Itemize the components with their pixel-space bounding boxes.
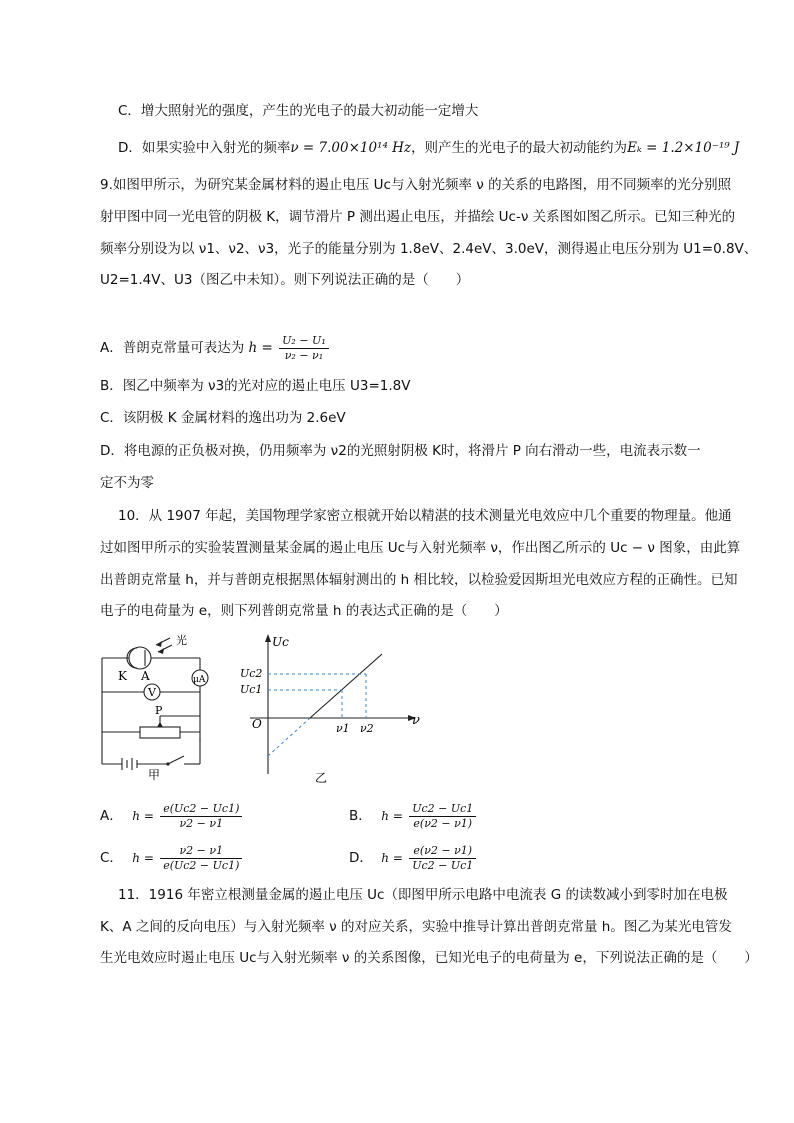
q8-option-d-frequency: ν = 7.00×10¹⁴ Hz [290,140,412,156]
q11-stem-line2: K、A 之间的反向电压）与入射光频率 ν 的对应关系，实验中推导计算出普朗克常量 h。图乙为某光电管发 [100,919,732,935]
q9-option-a-numerator: U₂ − U₁ [279,334,329,349]
q9-option-d-line1: D．将电源的正负极对换，仍用频率为 ν2的光照射阴极 K时，将滑片 P 向右滑动一些，电流表示数一 [100,443,701,459]
line-extension [268,718,310,756]
q10-option-c-denominator: e(Uc2 − Uc1) [163,858,240,872]
fig-jia-v-label: V [148,686,156,699]
q10-option-b-lhs: h = [381,809,403,823]
q10-option-b-fraction [409,802,476,831]
q10-option-a-denominator: ν2 − ν1 [179,816,224,830]
fig-yi-uc1-label: Uc1 [240,683,263,696]
fig-yi-nu2-label: ν2 [360,722,374,735]
q9-option-a-denominator: ν₂ − ν₁ [284,348,324,362]
fig-jia-k-label: K [118,669,127,683]
q9-stem-line4: U2=1.4V、U3（图乙中未知）。则下列说法正确的是（ ） [100,272,470,288]
fig-yi-origin-label: O [252,717,262,731]
q8-option-d-energy: Eₖ = 1.2×10⁻¹⁹ J [627,140,740,156]
q9-option-a-lhs: h = [248,340,273,356]
q10-option-c-lhs: h = [132,851,154,865]
q8-option-c: C．增大照射光的强度，产生的光电子的最大初动能一定增大 [118,103,479,119]
q9-stem-line3: 频率分别设为以 ν1、ν2、ν3，光子的能量分别为 1.8eV、2.4eV、3.0eV，测得遏止电压分别为 U1=0.8V、 [100,241,758,257]
fig-yi-x-label: ν [412,713,420,728]
q8-option-d-mid: ，则产生的光电子的最大初动能约为 [411,140,628,156]
q10-option-d-lhs: h = [381,851,403,865]
q9-option-a [100,331,331,365]
fig-jia-a-label: A [141,669,150,683]
q9-option-a-fraction [279,334,329,363]
q10-option-c-fraction [160,844,242,873]
fig-yi-caption: 乙 [315,771,328,785]
q9-option-b: B．图乙中频率为 ν3的光对应的遏止电压 U3=1.8V [100,378,411,394]
q9-stem-line2: 射甲图中同一光电管的阴极 K，调节滑片 P 测出遏止电压，并描绘 Uc-ν 关系图如图乙所示。已知三种光的 [100,209,736,225]
fig-yi-uc2-label: Uc2 [240,667,263,680]
q10-stem-line1: 10．从 1907 年起，美国物理学家密立根就开始以精湛的技术测量光电效应中几个重要的物理量。他通 [118,508,732,524]
q10-option-d-label: D． [349,850,373,866]
q9-option-a-text: A．普朗克常量可表达为 [100,340,245,356]
q10-option-b-numerator: Uc2 − Uc1 [409,802,476,817]
q11-stem-line1: 11．1916 年密立根测量金属的遏止电压 Uc（即图甲所示电路中电流表 G 的读数减小到零时加在电极 [118,887,728,903]
phototube [129,647,151,669]
q10-option-d-numerator: e(ν2 − ν1) [409,844,476,859]
q10-option-a-numerator: e(Uc2 − Uc1) [160,802,242,817]
q10-option-a-lhs: h = [132,809,154,823]
q10-option-d-denominator: Uc2 − Uc1 [412,858,474,872]
q10-stem-line4: 电子的电荷量为 e，则下列普朗克常量 h 的表达式正确的是（ ） [100,603,508,619]
q10-option-d [349,840,478,876]
fig-jia-light-label: 光 [176,634,187,647]
q8-option-d [118,138,739,158]
circuit-diagram-jia [92,632,217,782]
q10-option-c [100,840,244,876]
rheostat [140,727,180,738]
q10-option-b [349,798,478,834]
switch [168,756,184,764]
q10-option-a-label: A． [100,808,123,824]
q10-option-b-denominator: e(ν2 − ν1) [413,816,473,830]
fig-yi-nu1-label: ν1 [336,722,350,735]
fig-jia-caption: 甲 [148,768,161,782]
q9-stem-line1: 9.如图甲所示，为研究某金属材料的遏止电压 Uc与入射光频率 ν 的关系的电路图，用不同频率的光分别照 [100,177,732,193]
graph-yi [240,632,430,787]
q9-option-d-line2: 定不为零 [100,475,154,491]
q10-option-c-label: C． [100,850,123,866]
q10-option-a [100,798,244,834]
fig-jia-ua-label: μA [193,675,206,685]
fig-yi-y-label: Uc [272,635,289,649]
q10-option-d-fraction [409,844,476,873]
uc-nu-line [310,654,382,718]
q10-stem-line2: 过如图甲所示的实验装置测量某金属的遏止电压 Uc与入射光频率 ν，作出图乙所示的 Uc − ν 图象，由此算 [100,540,741,556]
q10-stem-line3: 出普朗克常量 h，并与普朗克根据黑体辐射测出的 h 相比较，以检验爱因斯坦光电效应方程的正确性。已知 [100,572,738,588]
fig-jia-p-label: P [155,704,163,717]
q10-option-c-numerator: ν2 − ν1 [160,844,242,859]
q10-option-a-fraction [160,802,242,831]
q11-stem-line3: 生光电效应时遏止电压 Uc与入射光频率 ν 的关系图像，已知光电子的电荷量为 e，下列说法正确的是（ ） [100,950,758,966]
q8-option-d-prefix: D．如果实验中入射光的频率 [118,140,291,156]
q10-option-b-label: B． [349,808,372,824]
q9-option-c: C．该阴极 K 金属材料的逸出功为 2.6eV [100,410,346,426]
